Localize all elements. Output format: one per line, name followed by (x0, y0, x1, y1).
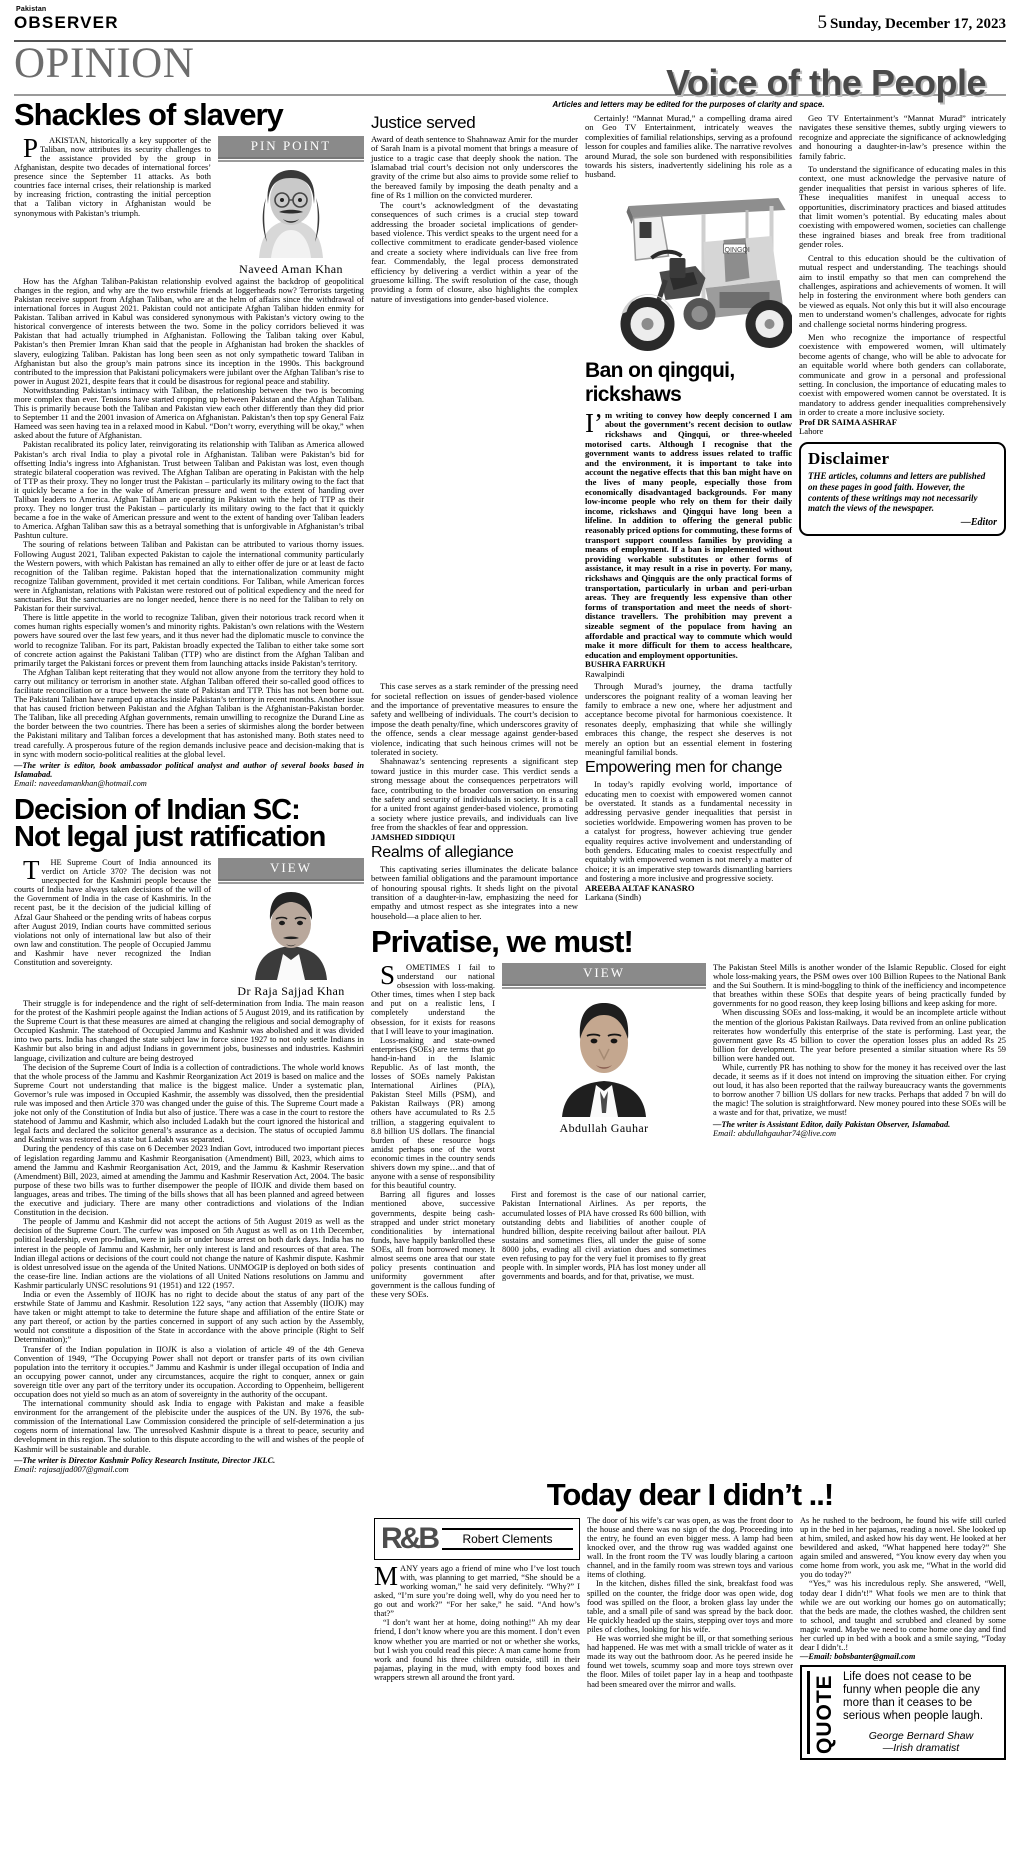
paragraph: Notwithstanding Pakistan’s intimacy with Taliban, the relationship between the two is becoming more complex than ever. Tensions have started cropping up between Pakistan and the Afghan Taliban. This is primarily because both the Taliban and Pakistan view each other differently than they did prior to September 11 and the 2001 invasion of America on Afghanistan. Pakistan’s then top spy General Faiz Hameed was seen having tea in a relaxed mood in Kabul. “Don’t worry, everything will be okay,” when asked about the future of Afghanistan. (14, 385, 364, 441)
paragraph: Men who recognize the importance of respectful coexistence with empowered women, will ultimately become agents of change, who will be able to advocate for an equitable world where both genders can collaborate, communicate and grow in a personal and professional setting. In conclusion, the importance of educating males to coexist with empowered women cannot be overstated. It is mandatory to address gender inequalities comprehensively in order to create a more inclusive society. (799, 331, 1006, 418)
paragraph: The Pakistan Steel Mills is another wonder of the Islamic Republic. Closed for eight whole loss-making years, the PSM owes over 100 Billion Rupees to the National Bank and the Sui Southern. It is mind-boggling to think of the inefficiency and incompetence that breathes within these SOEs that despite years of being practically funded by governments for no good reason, they keep losing billions and keep asking for more. (713, 962, 1006, 1009)
voice-col-2 (585, 114, 792, 679)
quote-text: Life does not cease to be funny when people die any more than it ceases to be serious when people laugh. (843, 1671, 984, 1723)
quote-label: QUOTE (807, 1671, 837, 1754)
masthead (10, 0, 1010, 38)
voice-cols-lower (371, 682, 1006, 921)
paragraph: Central to this education should be the cultivation of mutual respect and understanding. The teachings should aim to instil empathy so that men can comprehend the challenges, aspirations and achievements of women. It will help in fostering the environment where both genders can be viewed as equals. Not only this but it will also encourage men to understand women’s challenges, advocate for rights and challenge societal norms hindering progress. (799, 252, 1006, 329)
today-section (374, 1477, 1006, 1760)
paragraph: Pakistan recalibrated its policy later, reinvigorating its relationship with Taliban as America allowed Pakistan’s arch rival India to play a pivotal role in Afghanistan. Taliban were Pakistan’s bid for offsetting India’s ingress into Afghanistan. Trust between Taliban and Pakistan was lost, even though strategic bilateral cooperation was revived. The Afghan Taliban are operating in Pakistan with the help of TTP as their proxy. They no longer trust the Pakistan – particularly its military owing to the fact that it quickly became a foe in the wake of American pressure and went to the extent of handing over Taliban leaders to America. Afghan Taliban are operating in Pakistan with the help of TTP as their proxy. They no longer trust the Pakistan – particularly its military owing to the fact that it quickly became a foe in the wake of American pressure and went to the extent of handing over Taliban leaders to America. Afghan Taliban saw this as a betrayal something that is unforgivable in Afghanistan’s tribal Pashtun culture. (14, 440, 364, 541)
paragraph: THE Supreme Court of India announced its verdict on Article 370? The decision was not unexpected for the Kashmiri people because the courts of India have always taken decisions of the will of the Government of India in the case of Kashmiris. In the recent past, be it the decision of the judicial killing of Afzal Gaur Shaheed or the pending writs of habeas corpus after August 2019, Indian courts have committed serious violations not only of international law but also of their own law and constitution. The people of Occupied Jammu and Kashmir have never recognized the Indian Constitution and sovereignty. (14, 854, 211, 968)
section-title-voice: Voice of the People (666, 62, 986, 103)
today-col-3 (800, 1516, 1006, 1761)
paragraph: Shahnawaz’s sentencing represents a significant step toward justice in this murder case. This verdict sends a strong message about the consequences perpetrators will face, contributing to the broader conversation on ensuring the safety and security of individuals in society. It is a call for a united front against gender-based violence, promoting a society where justice prevails, and individuals can live free from the shackles of fear and oppression. (371, 756, 578, 833)
author-portrait-naveed (218, 164, 364, 260)
pinpoint-block (218, 136, 364, 277)
privatise-text-col (371, 959, 495, 1191)
paragraph: Barring all figures and losses mentioned above, successive governments, despite being cash-strapped and under strict monetary conditionalities by international funds, have happily bankrolled these SOEs, all from borrowed money. It almost seems one area that our state policy presents continuation and uniformity government after government is the callous funding of these very SOEs. (371, 1190, 495, 1300)
paragraph: The Afghan Taliban kept reiterating that they would not allow anyone from the territory they hold to carry out militancy or terrorism in another state. Afghan Taliban offered their so-called good offices to facilitate reconciliation or a truce between the state of Pakistan and TTP. This has not been borne out. The Pakistani Taliban have ramped up attacks inside Pakistan’s territory in recent months. Another issue that has caused friction between Pakistan and the Afghan Taliban is the Afghanistan-Pakistan border. The Taliban, like all preceding Afghan governments, remain unwilling to recognize the Durand Line as the border between the two countries. There has been a series of skirmishes along the border between the Pakistani military and Taliban forces a development that has astonished many. Both states need to tread carefully. A prosperous future of the region demands inclusive peace and decision-making that is in sync with modern socio-political realities at the global level. (14, 667, 364, 759)
logo-main-text: OBSERVER (14, 13, 119, 32)
rickshaw-photo (585, 184, 792, 356)
paragraph: Their struggle is for independence and the right of self-determination from India. The main reason for the protest of the Kashmiri people against the Indian actions of 5 August 2019, and its ratification by the Supreme Court is that these measures are aimed at changing the religious and social demography of Occupied Kashmir. The statehood of Occupied Jammu and Kashmir was abolished and it was divided into two parts. India has changed the state subject law in force since 1927 to not only settle Indians in Kashmir but also bring in and adjust Indians in government jobs, businesses and industries. Kashmiri language, civilization and culture are being destroyed (14, 998, 364, 1063)
privatise-right-col (713, 963, 1006, 1190)
shackles-text-col (14, 132, 211, 277)
author-portrait-sajjad (218, 886, 364, 982)
email-shackles: Email: naveedamankhan@hotmail.com (14, 779, 147, 789)
letter-title-empowering: Empowering men for change (585, 759, 783, 777)
view-label-2: VIEW (502, 963, 706, 986)
quote-box (800, 1665, 1006, 1760)
paragraph: During the pendency of this case on 6 December 2023 Indian Govt, introduced two important pieces of legislation regarding Jammu and Kashmir Reorganisation (Amendment) Bill, 2023, which aims to amend the Jammu and Kashmir Reorganisation Act, 2019, and the Jammu & Kashmir Reservation (Amendment) Bill, 2023, aimed at amending the Jammu and Kashmir Reservation Act, 2004. The basic purpose of these two bills was to further disempower the people of IIOJK and divide them based on languages, areas and tribes. The timing of the bills shows that all has been planned and agreed between the executive and judiciary. There are many other contradictions and violations of the Indian Constitution in the decision. (14, 1144, 364, 1218)
paragraph: While, currently PR has nothing to show for the money it has received over the last decade, it seems as if it does not intend on improving the situation either. For crying out loud, it has also been reported that the railway bureaucracy wants the governments to borrow another 7 billion US dollars for new tracks. Perhaps that added 7 bn will do the magic! The solution is straightforward. New money poured into these SOEs will be a waste and for that, privatize, we must! (713, 1063, 1006, 1118)
paragraph: The people of Jammu and Kashmir did not accept the actions of 5th August 2019 as well as the decision of the Supreme Court. The curfew was imposed on 5th August as well as on 11th December, political leadership, even pro-Indian, were in jails or under house arrest on both dark days. India has no interest in the people of Jammu and Kashmir, her only interest is land and resources of that area. The Indian illegal actions or decisions of the court could not change the nature of Kashmir dispute. Kashmir is oldest unresolved issue on the agenda of the United Nations. UNMOGIP is deployed on both sides of the cease-fire line. Indian actions are the violations of all United Nations resolutions on Jammu and Kashmir particularly UNSC resolutions 91 (1951) and 122 (1957. (14, 1217, 364, 1290)
disclaimer-text: THE articles, columns and letters are published on these pages in good faith. However, the contents of these writings may not necessarily match the views of the newspaper. (808, 471, 986, 514)
today-cols (374, 1516, 1006, 1761)
paragraph: India or even the Assembly of IIOJK has no right to decide about the status of any part of the erstwhile State of Jammu and Kashmir. Resolution 122 says, “any action that Assembly (IIOJK) may have taken or might attempt to take to determine the future shape and affiliation of the entire State or any part thereof, or action by the parties concerned in support of any such action by the Assembly, would not constitute a disposition of the State in accordance with the above principle (Right to Self Determination);” (14, 1289, 364, 1345)
paragraph: When discussing SOEs and loss-making, it would be an incomplete article without the mention of the glorious Pakistan Railways. Data revived from an online publication reiterates how wonderfully this enterprise of the state is performing. Last year, the government gave Rs 45 billion to cover the operation losses plus an added Rs 25 billion for development. The year before presented a similar situation where Rs 59 billion were handed out. (713, 1008, 1006, 1063)
paragraph: The international community should ask India to engage with Pakistan and make a feasible environment for the arrangement of the plebiscite under the auspices of the UN. By 1976, the sub-commission of the International Law Commission considered the principle of self-determination a jus cogens norm of international law. The unresolved Kashmir dispute is a threat to peace, security and development in this region. The solution to this dispute according to the will and wishes of the people of Kashmir will be sustainable and durable. (14, 1399, 364, 1454)
view-label-wrap (218, 858, 364, 884)
disclaimer-signature: —Editor (960, 516, 997, 528)
logo-small-text: Pakistan (16, 6, 47, 13)
portrait-illustration (241, 886, 341, 980)
signature-city: Larkana (Sindh) (585, 892, 642, 903)
privatise-lower-col-1 (371, 1190, 495, 1299)
disclaimer-title: Disclaimer (808, 449, 890, 469)
privatise-lower-col-2 (502, 1190, 706, 1299)
date-text: Sunday, December 17, 2023 (830, 16, 1006, 32)
paragraph: I’m writing to convey how deeply concerned I am about the government’s recent decision to outlaw rickshaws and Qingqui, or three-wheeled motorised carts. Although I recognise that the government wants to address issues related to traffic and the environment, it is important to take into account the negative effects that this ban might have on the lives of many people, especially those from economically disadvantaged backgrounds. For many low-income people who rely on them for their daily income, rickshaws and Qingqui have long been a lifeline. In addition to offering the general public reasonably priced options for commuting, these forms of transport support countless families by providing a means of employment. If a ban is implemented without providing workable substitutes or other forms of assistance, it may result in a rise in poverty. For many, rickshaws and Qingquis are the only practical forms of transportation, particularly in urban and peri-urban areas. They are frequently less expensive than other forms of transportation and meet the needs of short-distance travellers. The prohibition may prevent a sizeable segment of the populace from having an affordable and practical way to commute which would make it more difficult for them to access healthcare, education and employment opportunities. (585, 407, 792, 660)
author-portrait-abdullah (502, 991, 706, 1119)
rickshaw-illustration (585, 184, 792, 356)
indiansc-top-cols (14, 854, 364, 999)
letter-title-justice: Justice served (371, 113, 476, 132)
paragraph: As he rushed to the bedroom, he found his wife still curled up in the bed in her pajamas, reading a novel. She looked up at him, smiled, and asked how his day went. He looked at her bewildered and asked, “What happened here today?” She again smiled and answered, “You know every day when you come home from work, you ask me, “What in the world did you do today?” (800, 1515, 1006, 1580)
shackles-top-cols (14, 132, 364, 277)
paragraph: Certainly! “Mannat Murad,” a compelling drama aired on Geo TV Entertainment, intricately weaves the complexities of familial relationships, serving as a profound lesson for couples and families alike. The narrative revolves around Murad, the sole son burdened with responsibilities towards his sisters, inadvertently sidelining his role as a husband. (585, 113, 792, 180)
paragraph: First and foremost is the case of our national carrier, Pakistan International Airlines. As per reports, the accumulated losses of PIA have crossed Rs 600 billion, with outstanding debts and liabilities of another couple of hundred billion, despite receiving bailout after bailout. PIA sustains and sometimes flies, all under the guise of some 8000 jobs, evading all civil aviation dues and sometimes even refusing to pay for the very fuel it promises to fly great people with. In simpler words, PIA has lost money under all governments and boards, and for that, privatise, we must. (502, 1190, 706, 1282)
portrait-illustration (544, 991, 664, 1117)
privatise-lower-col-3 (713, 1190, 1006, 1299)
columnist-name: Robert Clements (442, 1528, 573, 1550)
paragraph: To understand the significance of educating males in this context, one must acknowledge the pervasive nature of gender inequalities that persist in various spheres of life. These inequalities manifest in unequal access to opportunities, discriminatory practices and biased attitudes that limit women’s potential. By educating males about coexisting with empowered women, societies can challenge these ingrained biases and break free from traditional gender roles. (799, 164, 1006, 250)
voice-lower-col-2 (585, 682, 792, 921)
quote-source: —Irish dramatist (882, 1742, 960, 1755)
svg-text:QINGQI: QINGQI (724, 246, 750, 254)
paragraph: The decision of the Supreme Court of India is a collection of contradictions. The whole world knows that the whole process of the Jammu and Kashmir Reorganization Act 2019 is based on malice and the Supreme Court not understanding that malice is the biggest malice. Under a systematic plan, Governor’s rule was imposed in Occupied Kashmir, the assembly was dissolved, then the presidential rule was imposed and then Article 370 was changed under the guise of this. The Supreme Court made a joke not only of the Constitution of India but also of justice. There was a case in the court to restore the statehood of Jammu and Kashmir, which also included Ladakh but the court ignored the historical and legal facts and declared the solicitor general’s assurance as a decision. The status of occupied Jammu and Kashmir was restored as a state but Ladakh was separated. (14, 1062, 364, 1145)
paragraph: SOMETIMES I fail to understand our national obsession with loss-making. Other times, times when I step back and put on a realistic lens, I completely understand the obsession, for it exists for reasons that I will leave to your imagination. (371, 959, 495, 1036)
view-label-underline-2 (502, 987, 706, 989)
paragraph: The court’s acknowledgment of the devastating consequences of such crimes is a crucial step toward addressing the broader societal implications of gender-based violence. This verdict speaks to the urgent need for a collective commitment to eradicate gender-based violence and create a society where individuals can live free from fear. Commendably, the legal process demonstrated efficiency by delivering a verdict within a year of the gruesome killing. The swift resolution of the case, though providing a form of closure, also highlights the complex nature of investigations into gender-based violence. (371, 199, 578, 304)
signature-name: Prof DR SAIMA ASHRAF (799, 416, 897, 427)
headline-today: Today dear I didn’t ..! (546, 1477, 834, 1513)
voice-cols (371, 114, 1006, 679)
paragraph: He was worried she might be ill, or that something serious had happened. He was met with a small trickle of water as it made its way out the bathroom door. As he peered inside he found wet towels, scummy soap and more toys strewn over the floor. Miles of toilet paper lay in a heap and toothpaste had been smeared over the mirror and walls. (587, 1634, 793, 1689)
portrait-illustration (241, 164, 341, 258)
paragraph: Award of death sentence to Shahnawaz Amir for the murder of Sarah Inam is a pivotal moment that brings a measure of justice to a tragic case that deeply shook the nation. The Islamabad trial court’s decision not only underscores the gravity of the crime but also aims to provide some relief to the bereaved family by imposing the death penalty and a fine of Rs 1 million on the convicted murderer. (371, 133, 578, 201)
paragraph: Transfer of the Indian population in IIOJK is also a violation of article 49 of the 4th Geneva Convention of 1949, “The Occupying Power shall not deport or transfer parts of its own civilian population into the territory it occupies.” Jammu and Kashmir is under illegal occupation of India and an occupying power cannot, under any circumstances, acquire the right to conquer, annex or gain sovereign title over any part of the territory under its occupation. According to Oppenheim, belligerent occupation does not yield so much as an atom of sovereignty in the authority of the occupant. (14, 1344, 364, 1400)
view-label-underline (218, 882, 364, 884)
email-privatise: Email: abdullahgauhar74@live.com (713, 1128, 837, 1138)
opinion-column-group (14, 96, 364, 1474)
signature-city: Rawalpindi (585, 668, 625, 679)
privatise-top-cols (371, 959, 1006, 1191)
paragraph: Through Murad’s journey, the drama tactfully underscores the poignant reality of a woman leaving her family to embrace a new one, where her adjustment and acceptance become pivotal for harmonious coexistence. It resonates deeply, emphasizing that while she willingly embraces this change, the respect she deserves is not merely an option but an essential element in fostering meaningful familial bonds. (585, 681, 792, 757)
headline-privatise: Privatise, we must! (371, 924, 633, 960)
edited-note: Articles and letters may be edited for the purposes of clarity and space. (552, 100, 825, 109)
disclaimer-box (799, 442, 1006, 535)
letter-title-realms: Realms of allegiance (371, 844, 514, 861)
footnote-shackles: —The writer is editor, book ambassador political analyst and author of several books based in Islamabad. (14, 760, 364, 779)
signature-name: AREEBA ALTAF KANASRO (585, 882, 695, 893)
voice-col-3 (799, 114, 1006, 679)
headline-shackles: Shackles of slavery (14, 97, 283, 132)
paragraph: The souring of relations between Taliban and Pakistan can be attributed to various thorny issues. Following August 2021, Taliban expected Pakistan to cajole the international community particularly the Western powers, with which Pakistan has remained an ally to either offer de jure or at least de facto recognition of the Taliban regime. Pakistan hoped that the internationalization community might recognize Taliban government, provided it met certain conditions. For Taliban, while American forces were in Afghanistan, relations with Pakistan were restored out of political expediency and the need for sanctuaries. But the sanctuaries are no longer needed, hence there is no need for the Taliban to rely on Pakistan for their survival. (14, 540, 364, 614)
email-indiansc: Email: rajasajjad007@gmail.com (14, 1464, 129, 1474)
paragraph: There is little appetite in the world to recognize Taliban, given their notorious track record when it comes human rights especially women’s and minority rights. Pakistan’s own relations with the Western powers have soured over the last few years, and it thus never had the diplomatic muscle to convince the world to recognize Taliban. For its part, Pakistan broadly expected the Taliban to either take some sort of concrete action against the Pakistani Taliban (TTP) who are distinct from the Afghan Taliban and primarily target the Pakistani forces or prevent them from launching attacks inside Pakistan’s territory. (14, 613, 364, 668)
paragraph: Geo TV Entertainment’s “Mannat Murad” intricately navigates these sensitive themes, subtly urging viewers to recognize and appreciate the significance of acknowledging and honouring a daughter-in-law’s presence within the family fabric. (799, 113, 1006, 161)
paragraph: “Yes,” was his incredulous reply. She answered, “Well, today dear I didn’t!” What fools we men are to think that while we are out working our homes go on automatically; that the beds are made, the clothes washed, the children sent to school, and taught and scrubbed and cleaned by some magic wand. Maybe we need to come home one day and find her curled up in bed with a book and a smile saying, “Today dear I didn’t..! (800, 1579, 1006, 1653)
voice-lower-col-3 (799, 682, 1006, 921)
privatise-lower-cols (371, 1190, 1006, 1299)
page-number: 5 (817, 12, 828, 33)
publication-logo (14, 6, 119, 31)
signature-name: JAMSHED SIDDIQUI (371, 831, 456, 842)
paragraph: MANY years ago a friend of mine who I’ve lost touch with, was planning to get married, “She should be a working woman,” he said very definitely. “Why?” I asked, “I’m sure you’re doing well, why do you need her to go out and work?” “For her sake,” he said. “And how’s that?” (374, 1560, 580, 1619)
signature-name: BUSHRA FARRUKH (585, 659, 666, 670)
rb-logo-mark: R&B (381, 1521, 437, 1555)
paragraph: PAKISTAN, historically a key supporter of the Taliban, now attributes its security challenges to the assistance provided by the group in Afghanistan, despite two decades of international forces’ presence since the September 11 attacks. As both countries face internal crises, their relationship is marked by increasing friction, contrasting the initial perception that a Taliban victory in Afghanistan would be synonymous with Pakistan’s triumph. (14, 132, 211, 218)
indiansc-text-col (14, 854, 211, 999)
email-today: —Email: bobsbanter@gmail.com (800, 1652, 916, 1662)
paragraph: “I don’t want her at home, doing nothing!” Ah my dear friend, I don’t know where you are this moment. I don’t even know whether you are married or not or whether she works, but I wish you could read this piece: A man came home from work and found his three children outside, still in their pajamas, playing in the mud, with empty food boxes and wrappers strewn all around the front yard. (374, 1618, 580, 1682)
view-block-indiansc (218, 858, 364, 999)
quote-author: George Bernard Shaw (868, 1730, 974, 1743)
dateline (818, 6, 1006, 34)
headline-indian-sc-line2: Not legal just ratification (14, 821, 326, 854)
paragraph: How has the Afghan Taliban-Pakistan relationship evolved against the backdrop of geopolitical changes in the region, and why are the two erstwhile friends at loggerheads now? Terrorists targeting Pakistan receive support from Afghan Taliban, who are at the helm of affairs since the withdrawal of international forces in August 2021. Pakistan could not anticipate Afghan Taliban hidden enmity for Pakistan. Taliban arrived in Kabul was considered synonymous with Pakistan’s victory owing to the historical convergence of interests between the two. Some in the policy corridors believed it was Pakistan that had actually triumphed in Afghanistan. Following the Taliban taking over Kabul, Pakistan’s then Premier Imran Khan said that the people in Afghanistan had broken the shackles of slavery, eulogizing Taliban. Pakistan has long been seen as not only sympathetic toward Taliban in Afghanistan but also the group’s main patrons since its inception in the 1990s. This background contributed to the impression that Pakistani policymakers were jubilant over the Afghan Taliban’s rise to power in August 2021, despite fears that it could be disastrous for regional peace and stability. (14, 276, 364, 386)
pinpoint-label-underline (218, 160, 364, 162)
section-title-opinion: OPINION (14, 40, 195, 87)
signature-city: Lahore (799, 426, 824, 436)
view-block-privatise (502, 963, 706, 1190)
today-col-2 (587, 1516, 793, 1761)
voice-col-1 (371, 114, 578, 679)
paragraph: Loss-making and state-owned enterprises (SOEs) are terms that go hand-in-hand in the Islamic Republic. As of last month, the losses of SOEs namely Pakistan International Airlines (PIA), Pakistan Steel Mills (PSM), and Pakistan Railways (PR) among others have accumulated to Rs 2.5 trillion, a staggering equivalent to 8.8 billion US dollars. The financial burden of these resource hogs amidst perhaps one of the worst economic times in the country sends shivers down my spine…and that of anyone with a sense of responsibility for this beautiful country. (371, 1035, 495, 1191)
view-label-wrap-2 (502, 963, 706, 989)
paragraph: This captivating series illuminates the delicate balance between familial obligations and the paramount importance of honouring spousal rights. It sheds light on the pivotal transition of a daughter-in-law, emphasizing the need for empathy and utmost respect as she integrates into a new household—a place alien to her. (371, 863, 578, 921)
voice-lower-col-1 (371, 682, 578, 921)
pinpoint-label: PIN POINT (218, 136, 364, 159)
byline-sajjad: Dr Raja Sajjad Khan (237, 983, 345, 998)
byline-abdullah: Abdullah Gauhar (559, 1120, 649, 1135)
footnote-indiansc: —The writer is Director Kashmir Policy Research Institute, Director JKLC. (14, 1455, 276, 1465)
letter-title-ban-qingqui: Ban on qingqui, rickshaws (585, 358, 735, 406)
voice-column-group (371, 96, 1006, 1299)
view-label: VIEW (218, 858, 364, 881)
paragraph: The door of his wife’s car was open, as was the front door to the house and there was no sign of the dog. Proceeding into the entry, he found an even bigger mess. A lamp had been knocked over, and the throw rug was wadded against one wall. In the front room the TV was loudly blaring a cartoon channel, and in the family room was strewn toys and various items of clothing. (587, 1515, 793, 1580)
headline-indian-sc-line1: Decision of Indian SC: (14, 794, 300, 827)
paragraph: This case serves as a stark reminder of the pressing need for societal reflection on issues of gender-based violence and the importance of preventative measures to ensure the safety and wellbeing of individuals. The court’s decision to impose the death penalty/fine, which underscores gravity of the offence, sends a clear message against gender-based violence, indicating that such heinous crimes will not be tolerated in society. (371, 681, 578, 757)
paragraph: In the kitchen, dishes filled the sink, breakfast food was spilled on the counter, the fridge door was open wide, dog food was spilled on the floor, a broken glass lay under the table, and a small pile of sand was spread by the back door. He quickly headed up the stairs, stepping over toys and more piles of clothes, looking for his wife. (587, 1579, 793, 1634)
byline-naveed: Naveed Aman Khan (239, 261, 343, 276)
footnote-privatise: —The writer is Assistant Editor, daily Pakistan Observer, Islamabad. (713, 1119, 951, 1129)
paragraph: In today’s rapidly evolving world, importance of educating men to coexist with empowered women cannot be overstated. It stands as a fundamental necessity in addressing pervasive gender inequalities that persist in societies worldwide. Empowering women has proven to be a catalyst for progress, however achieving true gender equality requires active involvement and understanding of both genders. Educating males to coexist respectfully and equitably with empowered women is not merely a matter of choice; it is an imperative step towards dismantling barriers and fostering a more inclusive and progressive society. (585, 779, 792, 884)
today-col-1 (374, 1516, 580, 1761)
columnist-logo-box (374, 1518, 580, 1560)
pinpoint-label-wrap (218, 136, 364, 162)
